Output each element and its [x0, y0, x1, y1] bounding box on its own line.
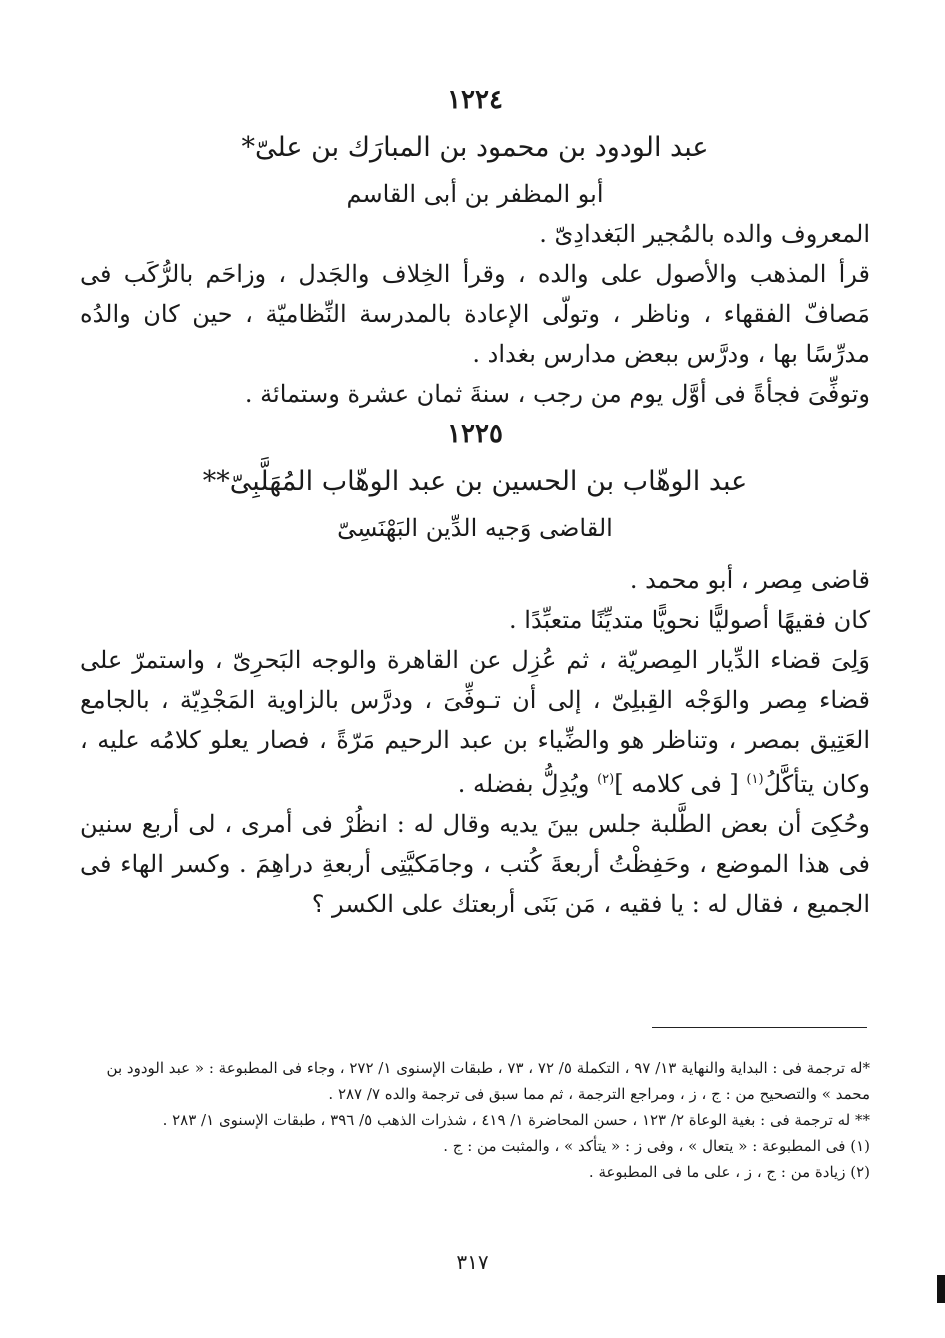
footnote: *له ترجمة فى : البداية والنهاية ١٣/ ٩٧ ، التكملة ٥/ ٧٢ ، ٧٣ ، طبقات الإسنوى ١/ ٢٧٢ ، وجاء فى المطبوعة : « عبد الودود بن محمد » والتصحيح من : ج ، ز ، ومراجع الترجمة ، ثم مما سبق فى ترجمة والده ٧/ ٢٨٧ . — [106, 1059, 870, 1103]
page-number: ٣١٧ — [456, 1250, 489, 1274]
entry-number: ١٢٢٥ — [447, 419, 503, 449]
paragraph: كان فقيهًا أصوليًّا نحويًّا متديِّنًا متعبِّدًا . — [509, 606, 870, 634]
footnote: (٢) زيادة من : ج ، ز ، على ما فى المطبوعة . — [588, 1163, 870, 1181]
footnote: ** له ترجمة فى : بغية الوعاة ٢/ ١٢٣ ، حسن المحاضرة ١/ ٤١٩ ، شذرات الذهب ٥/ ٣٩٦ ، طبقات الإسنوى ١/ ٢٨٣ . — [162, 1111, 870, 1129]
footnotes — [90, 1055, 870, 1185]
paragraph-text: ويُدِلُّ بفضله . — [457, 770, 590, 798]
footnote-divider — [652, 1027, 867, 1028]
paragraph-text: [ فى كلامه ] — [614, 770, 739, 798]
paragraph: وحُكِىَ أن بعض الطَّلبة جلس بينَ يديه وقال له : انظُرْ فى أمرى ، لى أربع سنين فى هذا الموضع ، وحَفِظْتُ أربعةَ كُتب ، وجامَكيَّتِى أربعةِ دراهِمَ . وكسر الهاء فى الجميع ، فقال له : يا فقيه ، مَن بَنَى أربعتك على الكسر ؟ — [80, 810, 870, 918]
entry-number: ١٢٢٤ — [447, 85, 503, 115]
footnote-ref[interactable]: (٢) — [597, 772, 615, 787]
paragraph-text: يتأكَّلُ — [763, 770, 815, 798]
entry-subtitle: القاضى وَجيه الدِّين البَهْنَسِىّ — [337, 514, 613, 542]
main-text — [80, 80, 870, 924]
footnote-ref[interactable]: (١) — [746, 772, 764, 787]
entry-subtitle: أبو المظفر بن أبى القاسم — [346, 180, 604, 208]
entry-title: عبد الودود بن محمود بن المبارَك بن علىّ* — [241, 132, 709, 163]
paragraph: قرأ المذهب والأصول على والده ، وقرأ الخِلاف والجَدل ، وزاحَم بالرُّكَب فى مَصافّ الفقهاء ، وناظر ، وتولّى الإعادة بالمدرسة النِّظاميّة ، حين كان والدُه مدرِّسًا بها ، ودرَّس ببعض مدارس بغداد . — [80, 260, 870, 368]
paragraph-text: وَلِىَ قضاء الدِّيار المِصريّة ، ثم عُزِل عن القاهرة والوجه البَحرِىّ ، واستمرّ على قضاء مِصر والوَجْه القِبلِىّ ، إلى أن تـوفِّىَ ، ودرَّس بالزاوية المَجْدِيّة ، بالجامع العَتِيق بمصر ، وتناظر هو والضِّياء بن عبد الرحيم مَرّةً ، فصار يعلو كلامُه عليه ، وكان — [80, 646, 870, 798]
edge-mark — [937, 1275, 945, 1303]
footnote: (١) فى المطبوعة : « يتعال » ، وفى ز : « يتأكد » ، والمثبت من : ج . — [443, 1137, 870, 1155]
paragraph: قاضى مِصر ، أبو محمد . — [629, 566, 870, 594]
paragraph: وتوفِّىَ فجأةً فى أوَّل يوم من رجب ، سنةَ ثمان عشرة وستمائة . — [244, 380, 870, 408]
entry-title: عبد الوهّاب بن الحسين بن عبد الوهّاب المُهَلَّبِىّ** — [202, 466, 748, 497]
paragraph — [80, 640, 870, 804]
paragraph: المعروف والده بالمُجير البَغدادِىّ . — [539, 220, 870, 248]
